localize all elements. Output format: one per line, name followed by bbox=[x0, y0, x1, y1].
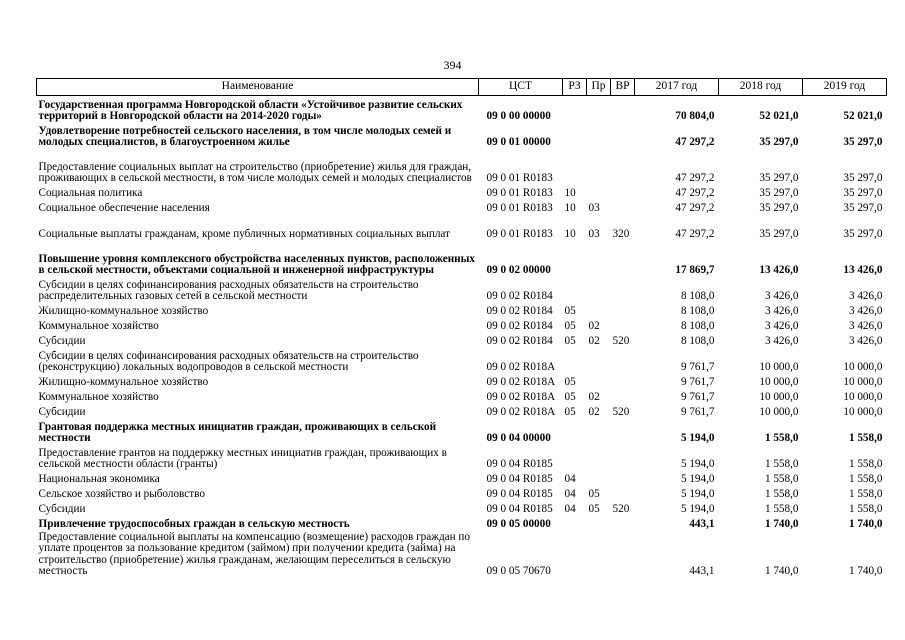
row-rz: 05 bbox=[564, 304, 576, 317]
row-cst: 09 0 02 R018A bbox=[486, 390, 556, 403]
row-rz: 10 bbox=[564, 201, 576, 214]
row-vr bbox=[611, 515, 635, 530]
row-2019: 10 000,0 bbox=[843, 375, 883, 388]
header-cst: ЦСТ bbox=[479, 79, 563, 96]
row-2018: 1 558,0 bbox=[764, 431, 799, 444]
row-cst: 09 0 00 00000 bbox=[486, 109, 551, 122]
table-row bbox=[37, 347, 887, 373]
row-rz bbox=[563, 515, 587, 530]
row-name: Жилищно-коммунальное хозяйство bbox=[38, 304, 209, 317]
row-rz bbox=[563, 347, 587, 373]
row-pr bbox=[587, 122, 611, 148]
row-cst: 09 0 01 R0183 bbox=[486, 171, 553, 184]
row-2019: 35 297,0 bbox=[843, 171, 883, 184]
table-row bbox=[37, 373, 887, 388]
row-pr bbox=[587, 276, 611, 302]
row-2018: 35 297,0 bbox=[759, 227, 799, 240]
row-cst: 09 0 02 R0184 bbox=[486, 304, 553, 317]
row-2017: 443,1 bbox=[689, 517, 715, 530]
row-name: Предоставление социальной выплаты на компенсацию (возмещение) расходов граждан по уплате процентов за пользование кредитом (займом) при получении кредита (займа) на строительство (приобретение) жилья гражданам, желающим переселиться в сельскую местность bbox=[38, 531, 470, 577]
header-name: Наименование bbox=[37, 79, 479, 96]
row-rz: 10 bbox=[564, 227, 576, 240]
row-2019: 1 740,0 bbox=[848, 564, 883, 577]
row-2017: 5 194,0 bbox=[680, 457, 715, 470]
row-cst: 09 0 01 R0183 bbox=[486, 201, 553, 214]
row-pr bbox=[587, 444, 611, 470]
row-2019: 35 297,0 bbox=[843, 201, 883, 214]
row-vr bbox=[611, 444, 635, 470]
row-vr bbox=[611, 240, 635, 276]
row-2018: 3 426,0 bbox=[764, 304, 799, 317]
row-name: Субсидии bbox=[38, 502, 86, 515]
row-vr bbox=[611, 317, 635, 332]
row-cst: 09 0 04 00000 bbox=[486, 431, 551, 444]
table-row bbox=[37, 403, 887, 418]
row-2019: 52 021,0 bbox=[843, 109, 883, 122]
row-name: Грантовая поддержка местных инициатив граждан, проживающих в сельской местности bbox=[38, 420, 437, 444]
row-2017: 47 297,2 bbox=[675, 201, 715, 214]
row-rz: 10 bbox=[564, 186, 576, 199]
row-2017: 5 194,0 bbox=[680, 431, 715, 444]
row-vr bbox=[611, 276, 635, 302]
row-2017: 9 761,7 bbox=[680, 405, 715, 418]
row-name: Предоставление грантов на поддержку местных инициатив граждан, проживающих в сельской местности области (гранты) bbox=[38, 446, 447, 470]
row-pr bbox=[587, 530, 611, 577]
row-2019: 3 426,0 bbox=[848, 289, 883, 302]
row-2017: 47 297,2 bbox=[675, 186, 715, 199]
row-2018: 3 426,0 bbox=[764, 289, 799, 302]
table-row bbox=[37, 418, 887, 444]
row-pr bbox=[587, 470, 611, 485]
row-cst: 09 0 01 R0183 bbox=[486, 227, 553, 240]
row-name: Национальная экономика bbox=[38, 472, 160, 485]
row-2019: 3 426,0 bbox=[848, 304, 883, 317]
row-2017: 17 869,7 bbox=[675, 263, 715, 276]
row-vr bbox=[611, 347, 635, 373]
row-pr bbox=[587, 418, 611, 444]
row-cst: 09 0 02 R018A bbox=[486, 375, 556, 388]
row-2017: 5 194,0 bbox=[680, 502, 715, 515]
row-vr bbox=[611, 530, 635, 577]
row-2018: 10 000,0 bbox=[759, 390, 799, 403]
row-2018: 35 297,0 bbox=[759, 135, 799, 148]
row-2019: 3 426,0 bbox=[848, 319, 883, 332]
table-row bbox=[37, 184, 887, 199]
row-name: Удовлетворение потребностей сельского населения, в том числе молодых семей и молодых специалистов, в благоустроенном жилье bbox=[38, 124, 452, 148]
row-cst: 09 0 02 R0184 bbox=[486, 334, 553, 347]
row-2019: 10 000,0 bbox=[843, 360, 883, 373]
table-row bbox=[37, 515, 887, 530]
row-2018: 10 000,0 bbox=[759, 405, 799, 418]
row-name: Социальное обеспечение населения bbox=[38, 201, 210, 214]
row-2018: 35 297,0 bbox=[759, 186, 799, 199]
header-pr: Пр bbox=[587, 79, 611, 96]
row-cst: 09 0 02 R0184 bbox=[486, 289, 553, 302]
row-vr bbox=[611, 373, 635, 388]
row-name: Социальная политика bbox=[38, 186, 143, 199]
row-2018: 1 740,0 bbox=[764, 517, 799, 530]
table-row bbox=[37, 470, 887, 485]
header-2019: 2019 год bbox=[803, 79, 887, 96]
row-vr bbox=[611, 184, 635, 199]
row-vr: 520 bbox=[612, 502, 630, 515]
row-2017: 5 194,0 bbox=[680, 472, 715, 485]
table-row bbox=[37, 240, 887, 276]
row-pr bbox=[587, 373, 611, 388]
row-2018: 10 000,0 bbox=[759, 375, 799, 388]
row-pr bbox=[587, 96, 611, 123]
row-2018: 1 558,0 bbox=[764, 472, 799, 485]
row-vr bbox=[611, 418, 635, 444]
table-row bbox=[37, 317, 887, 332]
row-vr bbox=[611, 122, 635, 148]
row-name: Повышение уровня комплексного обустройства населенных пунктов, расположенных в сельской местности, объектами социальной и инженерной инфраструктуры bbox=[38, 252, 475, 276]
row-cst: 09 0 04 R0185 bbox=[486, 487, 553, 500]
table-row bbox=[37, 485, 887, 500]
budget-table bbox=[36, 78, 887, 577]
row-2018: 13 426,0 bbox=[759, 263, 799, 276]
row-2017: 47 297,2 bbox=[675, 135, 715, 148]
row-pr: 02 bbox=[588, 405, 600, 418]
row-name: Коммунальное хозяйство bbox=[38, 390, 159, 403]
row-rz: 05 bbox=[564, 375, 576, 388]
row-2019: 35 297,0 bbox=[843, 227, 883, 240]
row-pr bbox=[587, 347, 611, 373]
row-2017: 47 297,2 bbox=[675, 171, 715, 184]
row-cst: 09 0 01 R0183 bbox=[486, 186, 553, 199]
row-2019: 1 740,0 bbox=[848, 517, 883, 530]
row-2017: 9 761,7 bbox=[680, 390, 715, 403]
table-row bbox=[37, 500, 887, 515]
row-name: Коммунальное хозяйство bbox=[38, 319, 159, 332]
row-pr: 03 bbox=[588, 201, 600, 214]
row-rz: 04 bbox=[564, 487, 576, 500]
row-2019: 10 000,0 bbox=[843, 405, 883, 418]
row-2017: 47 297,2 bbox=[675, 227, 715, 240]
row-rz bbox=[563, 418, 587, 444]
row-2018: 52 021,0 bbox=[759, 109, 799, 122]
row-2017: 8 108,0 bbox=[680, 334, 715, 347]
row-vr bbox=[611, 485, 635, 500]
row-2019: 35 297,0 bbox=[843, 135, 883, 148]
row-2019: 13 426,0 bbox=[843, 263, 883, 276]
row-2017: 443,1 bbox=[689, 564, 715, 577]
row-cst: 09 0 02 R0184 bbox=[486, 319, 553, 332]
row-rz bbox=[563, 444, 587, 470]
row-rz bbox=[563, 530, 587, 577]
row-vr: 520 bbox=[612, 334, 630, 347]
row-2018: 35 297,0 bbox=[759, 201, 799, 214]
header-2017: 2017 год bbox=[635, 79, 719, 96]
row-2018: 1 558,0 bbox=[764, 502, 799, 515]
row-2019: 1 558,0 bbox=[848, 457, 883, 470]
row-2018: 1 558,0 bbox=[764, 457, 799, 470]
row-2018: 1 558,0 bbox=[764, 487, 799, 500]
table-row bbox=[37, 444, 887, 470]
table-row bbox=[37, 214, 887, 240]
row-2018: 35 297,0 bbox=[759, 171, 799, 184]
row-pr: 05 bbox=[588, 487, 600, 500]
row-rz: 04 bbox=[564, 472, 576, 485]
table-row bbox=[37, 332, 887, 347]
row-cst: 09 0 04 R0185 bbox=[486, 502, 553, 515]
row-cst: 09 0 01 00000 bbox=[486, 135, 551, 148]
row-rz: 04 bbox=[564, 502, 576, 515]
row-pr: 05 bbox=[588, 502, 600, 515]
table-row bbox=[37, 530, 887, 577]
row-cst: 09 0 04 R0185 bbox=[486, 472, 553, 485]
row-2017: 8 108,0 bbox=[680, 319, 715, 332]
row-rz bbox=[563, 122, 587, 148]
row-2017: 70 804,0 bbox=[675, 109, 715, 122]
table-row bbox=[37, 96, 887, 123]
header-rz: РЗ bbox=[563, 79, 587, 96]
row-2017: 8 108,0 bbox=[680, 289, 715, 302]
row-2017: 5 194,0 bbox=[680, 487, 715, 500]
row-rz bbox=[563, 276, 587, 302]
row-2019: 35 297,0 bbox=[843, 186, 883, 199]
row-rz bbox=[563, 96, 587, 123]
row-2019: 1 558,0 bbox=[848, 472, 883, 485]
row-name: Субсидии bbox=[38, 334, 86, 347]
row-2018: 3 426,0 bbox=[764, 319, 799, 332]
row-cst: 09 0 05 00000 bbox=[486, 517, 551, 530]
row-vr bbox=[611, 199, 635, 214]
row-2017: 9 761,7 bbox=[680, 375, 715, 388]
row-name: Государственная программа Новгородской области «Устойчивое развитие сельских территорий в Новгородской области на 2014-2020 годы» bbox=[38, 98, 463, 122]
row-rz bbox=[563, 148, 587, 184]
header-2018: 2018 год bbox=[719, 79, 803, 96]
row-2019: 1 558,0 bbox=[848, 487, 883, 500]
row-pr: 02 bbox=[588, 319, 600, 332]
row-2018: 3 426,0 bbox=[764, 334, 799, 347]
row-pr bbox=[587, 184, 611, 199]
row-name: Субсидии bbox=[38, 405, 86, 418]
row-vr bbox=[611, 470, 635, 485]
row-2019: 10 000,0 bbox=[843, 390, 883, 403]
header-vr: ВР bbox=[611, 79, 635, 96]
row-cst: 09 0 02 00000 bbox=[486, 263, 551, 276]
row-cst: 09 0 05 70670 bbox=[486, 564, 551, 577]
page-number: 394 bbox=[443, 58, 462, 72]
row-cst: 09 0 04 R0185 bbox=[486, 457, 553, 470]
row-name: Сельское хозяйство и рыболовство bbox=[38, 487, 205, 500]
table-row bbox=[37, 302, 887, 317]
row-name: Предоставление социальных выплат на строительство (приобретение) жилья для граждан, проживающих в сельской местности, в том числе молодых семей и молодых специалистов bbox=[38, 160, 472, 184]
row-name: Привлечение трудоспособных граждан в сельскую местность bbox=[38, 517, 350, 530]
row-rz: 05 bbox=[564, 405, 576, 418]
row-vr: 320 bbox=[612, 227, 630, 240]
row-pr bbox=[587, 302, 611, 317]
row-pr bbox=[587, 515, 611, 530]
table-row bbox=[37, 148, 887, 184]
row-name: Субсидии в целях софинансирования расходных обязательств на строительство (реконструкцию) локальных водопроводов в сельской местности bbox=[38, 349, 419, 373]
row-pr: 02 bbox=[588, 390, 600, 403]
row-2019: 3 426,0 bbox=[848, 334, 883, 347]
row-vr: 520 bbox=[612, 405, 630, 418]
row-2018: 10 000,0 bbox=[759, 360, 799, 373]
row-2019: 1 558,0 bbox=[848, 431, 883, 444]
row-vr bbox=[611, 148, 635, 184]
row-vr bbox=[611, 302, 635, 317]
row-rz: 05 bbox=[564, 334, 576, 347]
row-name: Социальные выплаты гражданам, кроме публичных нормативных социальных выплат bbox=[38, 227, 450, 240]
row-rz: 05 bbox=[564, 390, 576, 403]
row-pr bbox=[587, 240, 611, 276]
row-cst: 09 0 02 R018A bbox=[486, 360, 556, 373]
row-vr bbox=[611, 96, 635, 123]
row-2017: 8 108,0 bbox=[680, 304, 715, 317]
table-row bbox=[37, 276, 887, 302]
row-name: Субсидии в целях софинансирования расходных обязательств на строительство распределительных газовых сетей в сельской местности bbox=[38, 278, 419, 302]
row-name: Жилищно-коммунальное хозяйство bbox=[38, 375, 209, 388]
row-2018: 1 740,0 bbox=[764, 564, 799, 577]
row-pr: 03 bbox=[588, 227, 600, 240]
row-rz bbox=[563, 240, 587, 276]
table-header-row bbox=[37, 79, 887, 96]
row-rz: 05 bbox=[564, 319, 576, 332]
table-row bbox=[37, 122, 887, 148]
table-row bbox=[37, 199, 887, 214]
table-row bbox=[37, 388, 887, 403]
row-vr bbox=[611, 388, 635, 403]
row-cst: 09 0 02 R018A bbox=[486, 405, 556, 418]
row-2019: 1 558,0 bbox=[848, 502, 883, 515]
row-pr bbox=[587, 148, 611, 184]
row-2017: 9 761,7 bbox=[680, 360, 715, 373]
row-pr: 02 bbox=[588, 334, 600, 347]
